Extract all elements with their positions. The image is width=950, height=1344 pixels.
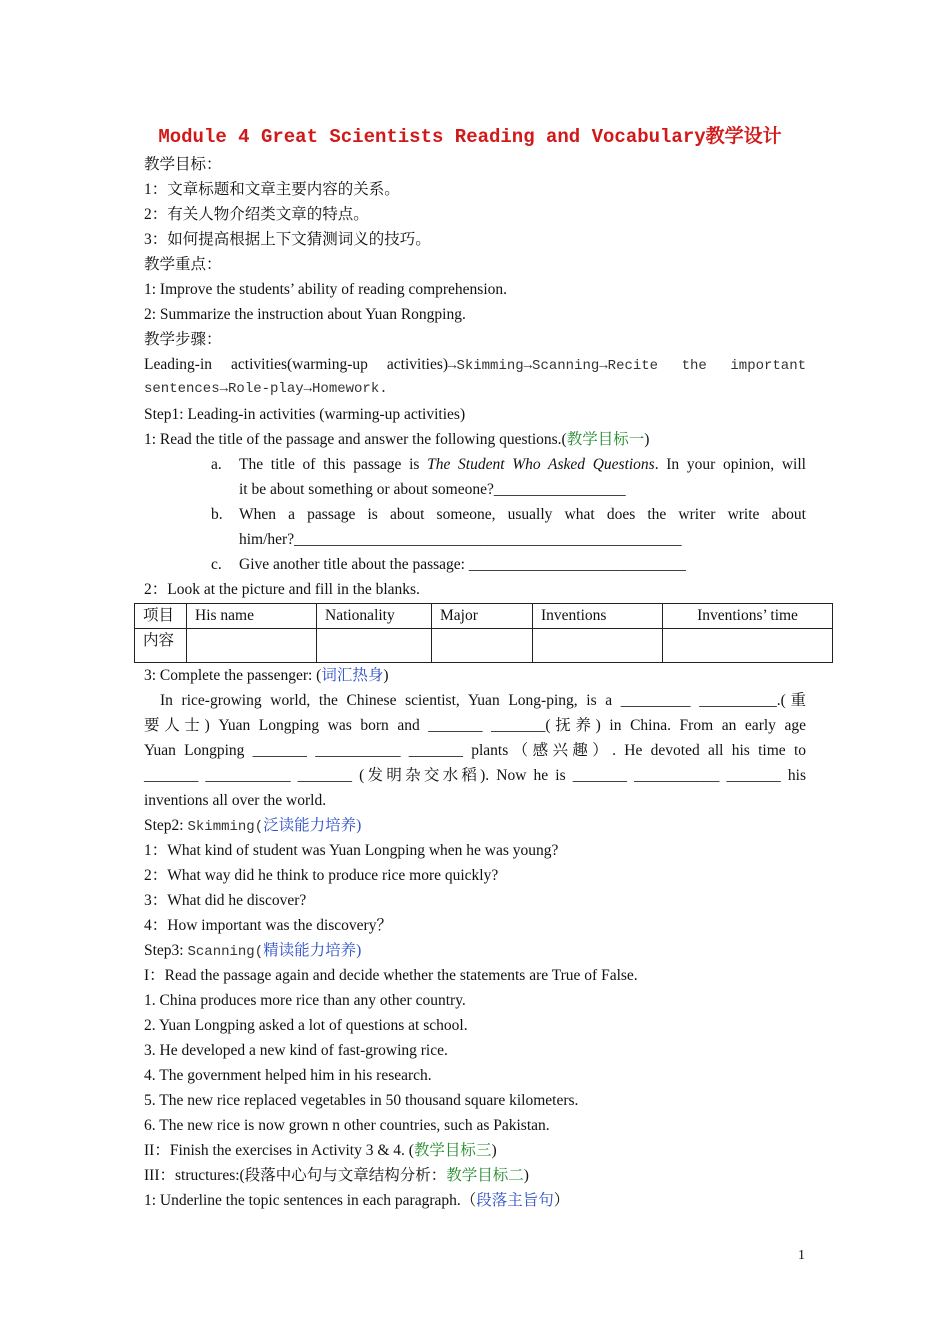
complete-heading-text: 3: Complete the passenger: ( xyxy=(144,667,322,684)
complete-heading xyxy=(144,663,806,688)
paren: ） xyxy=(553,1192,570,1209)
step1-heading: Step1: Leading-in activities (warming-up activities) xyxy=(144,406,466,423)
paragraph-line: Yuan Longping _______ ___________ _______ plants（感兴趣）. He devoted all his time to xyxy=(144,742,806,759)
table-cell[interactable] xyxy=(317,629,432,663)
question-b-text: When a passage is about someone, usually what does the writer write about xyxy=(239,506,806,523)
skimming-question: 1：What kind of student was Yuan Longping when he was young? xyxy=(144,842,559,859)
objective-item: 2：有关人物介绍类文章的特点。 xyxy=(144,206,369,223)
table-header-cell: Nationality xyxy=(317,604,432,629)
table-cell[interactable] xyxy=(187,629,317,663)
steps-flow-rest: →Skimming→Scanning→Recite the important xyxy=(448,358,806,374)
table-row-label: 内容 xyxy=(135,629,187,663)
paren: ) xyxy=(523,1167,529,1184)
paragraph-line: inventions all over the world. xyxy=(144,792,327,809)
table-header-cell: Inventions’ time xyxy=(663,604,833,629)
table-row xyxy=(135,629,833,663)
question-a-text-2: it be about something or about someone?_________________ xyxy=(239,481,626,498)
step3-heading xyxy=(144,938,806,963)
question-a-line-2 xyxy=(144,477,806,502)
statement-item: 3. He developed a new kind of fast-growing rice. xyxy=(144,1042,448,1059)
question-c-text: Give another title about the passage: ____________________________ xyxy=(239,556,686,573)
steps-flow-start: Leading-in activities(warming-up activities) xyxy=(144,356,449,373)
paragraph-line: _______ ___________ _______ (发明杂交水稻). Now he is _______ ___________ _______ his xyxy=(144,767,806,784)
step3-label: Step3: xyxy=(144,942,188,959)
paren: ) xyxy=(644,431,650,448)
table-header-cell: 项目 xyxy=(135,604,187,629)
skill-tag: 精读能力培养 xyxy=(263,942,357,959)
page-number: 1 xyxy=(798,1248,805,1263)
key-points-heading: 教学重点： xyxy=(144,256,222,273)
question-a-line-1 xyxy=(144,452,806,477)
question-c-line xyxy=(144,552,806,577)
statement-item: 2. Yuan Longping asked a lot of questions at school. xyxy=(144,1017,468,1034)
step1-question-intro xyxy=(144,427,806,452)
skimming-question: 3：What did he discover? xyxy=(144,892,307,909)
structures-line xyxy=(144,1163,806,1188)
paren: ) xyxy=(491,1142,497,1159)
skimming-question: 4：How important was the discovery？ xyxy=(144,917,392,934)
step2-heading xyxy=(144,813,806,838)
objectives-heading: 教学目标： xyxy=(144,156,222,173)
question-a-label: a. xyxy=(211,456,222,473)
objective-item: 3：如何提高根据上下文猜测词义的技巧。 xyxy=(144,231,431,248)
step3-mono: Scanning( xyxy=(187,944,264,960)
statement-item: 1. China produces more rice than any other country. xyxy=(144,992,466,1009)
objective-item: 1：文章标题和文章主要内容的关系。 xyxy=(144,181,400,198)
table-cell[interactable] xyxy=(533,629,663,663)
steps-flow-line-2: sentences→Role-play→Homework. xyxy=(144,381,388,397)
statement-item: 6. The new rice is now grown n other countries, such as Pakistan. xyxy=(144,1117,550,1134)
paragraph-line: 要人士) Yuan Longping was born and _______ _______(抚养) in China. From an early age xyxy=(144,717,806,734)
vocab-tag: 词汇热身 xyxy=(321,667,384,684)
question-a-text xyxy=(239,452,806,477)
statement-item: 4. The government helped him in his research. xyxy=(144,1067,432,1084)
steps-heading: 教学步骤： xyxy=(144,331,222,348)
skimming-question: 2：What way did he think to produce rice more quickly? xyxy=(144,867,499,884)
paragraph-line: In rice-growing world, the Chinese scientist, Yuan Long-ping, is a _________ __________.(重 xyxy=(160,692,806,709)
paren: ) xyxy=(356,817,362,834)
table-header-cell: Major xyxy=(432,604,533,629)
true-false-heading: I：Read the passage again and decide whether the statements are True of False. xyxy=(144,967,638,984)
structures-text: III：structures:(段落中心句与文章结构分析： xyxy=(144,1167,447,1184)
table-cell[interactable] xyxy=(432,629,533,663)
topic-tag: 段落主旨句 xyxy=(476,1192,554,1209)
statement-item: 5. The new rice replaced vegetables in 50 thousand square kilometers. xyxy=(144,1092,579,1109)
picture-task: 2：Look at the picture and fill in the blanks. xyxy=(144,581,420,598)
exercise-text: II：Finish the exercises in Activity 3 & 4. ( xyxy=(144,1142,414,1159)
question-b-line-2 xyxy=(144,527,806,552)
paren: ) xyxy=(383,667,389,684)
steps-flow-line-1 xyxy=(144,352,806,377)
objective-tag: 教学目标一 xyxy=(566,431,645,448)
objective-tag: 教学目标二 xyxy=(446,1167,524,1184)
table-header-cell: His name xyxy=(187,604,317,629)
question-b-label: b. xyxy=(211,506,223,523)
question-b-text-2: him/her?__________________________________________________ xyxy=(239,531,682,548)
step2-label: Step2: xyxy=(144,817,188,834)
step1-intro-text: 1: Read the title of the passage and answer the following questions.( xyxy=(144,431,567,448)
table-header-cell: Inventions xyxy=(533,604,663,629)
key-point-item: 2: Summarize the instruction about Yuan Rongping. xyxy=(144,306,466,323)
table-header-row xyxy=(135,604,833,629)
question-c-label: c. xyxy=(211,556,222,573)
underline-text: 1: Underline the topic sentences in each paragraph.（ xyxy=(144,1192,477,1209)
question-a-post: . In your opinion, will xyxy=(654,456,806,473)
skill-tag: 泛读能力培养 xyxy=(263,817,357,834)
step2-mono: Skimming( xyxy=(187,819,264,835)
document-body xyxy=(144,122,806,1213)
question-a-pre: The title of this passage is xyxy=(239,456,428,473)
exercise-line xyxy=(144,1138,806,1163)
paren: ) xyxy=(356,942,362,959)
document-title: Module 4 Great Scientists Reading and Vocabulary教学设计 xyxy=(158,126,782,148)
objective-tag: 教学目标三 xyxy=(413,1142,492,1159)
info-table xyxy=(134,603,833,663)
table-cell[interactable] xyxy=(663,629,833,663)
key-point-item: 1: Improve the students’ ability of reading comprehension. xyxy=(144,281,508,298)
passage-title: The Student Who Asked Questions xyxy=(427,456,655,473)
underline-task xyxy=(144,1188,806,1213)
question-b-line-1 xyxy=(144,502,806,527)
